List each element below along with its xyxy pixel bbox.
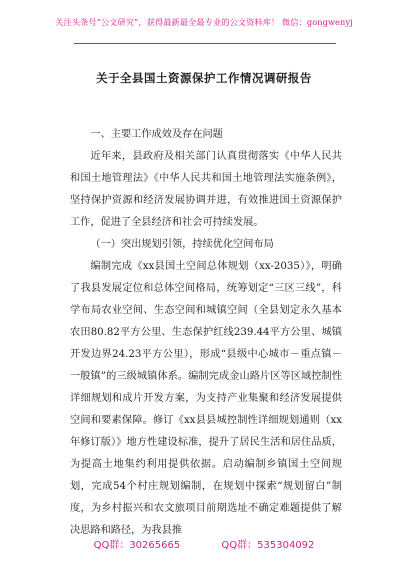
header-divider xyxy=(74,43,336,44)
subsection-heading: （一）突出规划引领，持续优化空间布局 xyxy=(90,239,274,250)
main-paragraph: 编制完成《xx县国土空间总体规划（xx-2035）》，明确了我县发展定位和总体空间格局，统筹划定“三区三线”，科学布局农业空间、生态空间和城镇空间（全县划定永久基本农田80.82平方公里、生态保护红线239.44平方公里、城镇开发边界24.23平方公里），形成“县级中心城市－重点镇－一般镇”的三级城镇体系。编制完成金山路片区等区域控制性详细规划和成片开发方案，为支持产业集聚和经济发展提供空间和要素保障。修订《xx县县城控制性详细规划通则（xx年修订版）》地方性建设标准，提升了居民生活和居住品质，为提高土地集约利用提供依据。启动编制乡镇国土空间规划，完成54个村庄规划编制，在规划中探索“规划留白”制度，为乡村振兴和农文旅项目前期选址不确定难题提供了解决思路和路径，为我县推 xyxy=(70,261,342,536)
document-title: 关于全县国土资源保护工作情况调研报告 xyxy=(96,71,312,85)
document-body xyxy=(70,124,342,542)
intro-paragraph: 近年来，县政府及相关部门认真贯彻落实《中华人民共和国土地管理法》《中华人民共和国土地管理法实施条例》，坚持保护资源和经济发展协调并进，有效推进国土资源保护工作，促进了全县经济和社会可持续发展。 xyxy=(70,151,342,228)
qq-group-2: QQ群：535304092 xyxy=(221,540,315,551)
qq-group-1: QQ群：30265665 xyxy=(93,540,181,551)
promo-banner: 关注头条号“公文研究”，获得最新最全最专业的公文资料库！ 微信：gongwenyj xyxy=(55,17,353,27)
footer-contact xyxy=(0,536,408,551)
section-heading: 一、主要工作成效及存在问题 xyxy=(90,129,223,140)
